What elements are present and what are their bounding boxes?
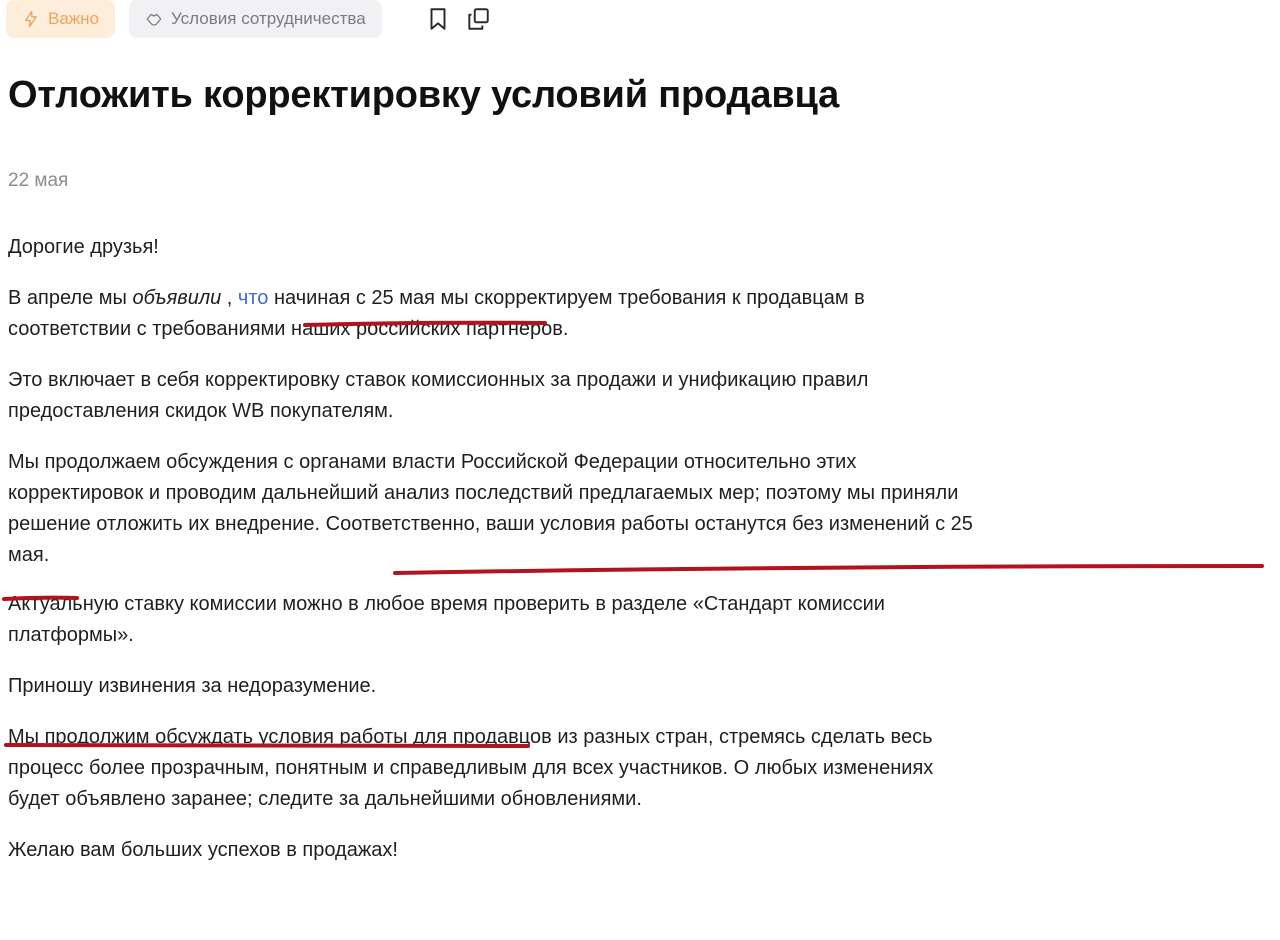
important-tag-label: Важно [48,9,100,28]
handshake-icon [145,10,163,28]
important-tag[interactable] [6,0,115,38]
text-fragment: , [221,287,238,309]
tag-row [6,0,492,38]
paragraph-line: Актуальную ставку комиссии можно в любое время проверить в разделе «Стандарт комиссии [8,593,885,615]
paragraph-line: процесс более прозрачным, понятным и справедливым для всех участников. О любых изменениях [8,757,934,779]
text-fragment: начиная с 25 мая мы скорректируем требования к продавцам в [268,287,865,309]
italic-text: объявили [132,287,222,309]
announcement-link[interactable]: что [237,287,269,309]
paragraph-apology: Приношу извинения за недоразумение. [8,675,377,697]
paragraph-line: корректировок и проводим дальнейший анализ последствий предлагаемых мер; поэтому мы приняли [8,482,959,504]
closing-line: Желаю вам больших успехов в продажах! [8,839,398,861]
paragraph-line: будет объявлено заранее; следите за дальнейшими обновлениями. [8,788,642,810]
paragraph-line [8,283,1270,314]
paragraph-line: решение отложить их внедрение. Соответственно, ваши условия работы останутся без изменений с 25 [8,513,973,535]
paragraph-commission [8,589,1270,651]
lightning-icon [22,10,40,28]
text-fragment: В апреле мы [8,287,133,309]
paragraph-line: соответствии с требованиями наших российских партнеров. [8,318,569,340]
paragraph-line: мая. [8,544,50,566]
paragraph-future [8,722,1270,815]
paragraph-line: Мы продолжаем обсуждения с органами власти Российской Федерации относительно этих [8,451,857,473]
paragraph-line: Мы продолжим обсуждать условия работы для продавцов из разных стран, стремясь сделать весь [8,726,933,748]
terms-tag[interactable] [129,0,382,38]
page-title: Отложить корректировку условий продавца [8,74,840,116]
article-tools [424,5,492,33]
paragraph-postponement [8,447,1270,571]
article-body [8,232,1270,886]
paragraph-line: предоставления скидок WB покупателям. [8,400,394,422]
publish-date: 22 мая [8,170,69,191]
paragraph-announcement [8,283,1270,345]
paragraph-line: Это включает в себя корректировку ставок комиссионных за продажи и унификацию правил [8,369,869,391]
terms-tag-label: Условия сотрудничества [171,9,366,28]
greeting: Дорогие друзья! [8,236,159,258]
bookmark-icon[interactable] [424,5,452,33]
copy-icon[interactable] [464,5,492,33]
paragraph-scope [8,365,1270,427]
paragraph-line: платформы». [8,624,134,646]
